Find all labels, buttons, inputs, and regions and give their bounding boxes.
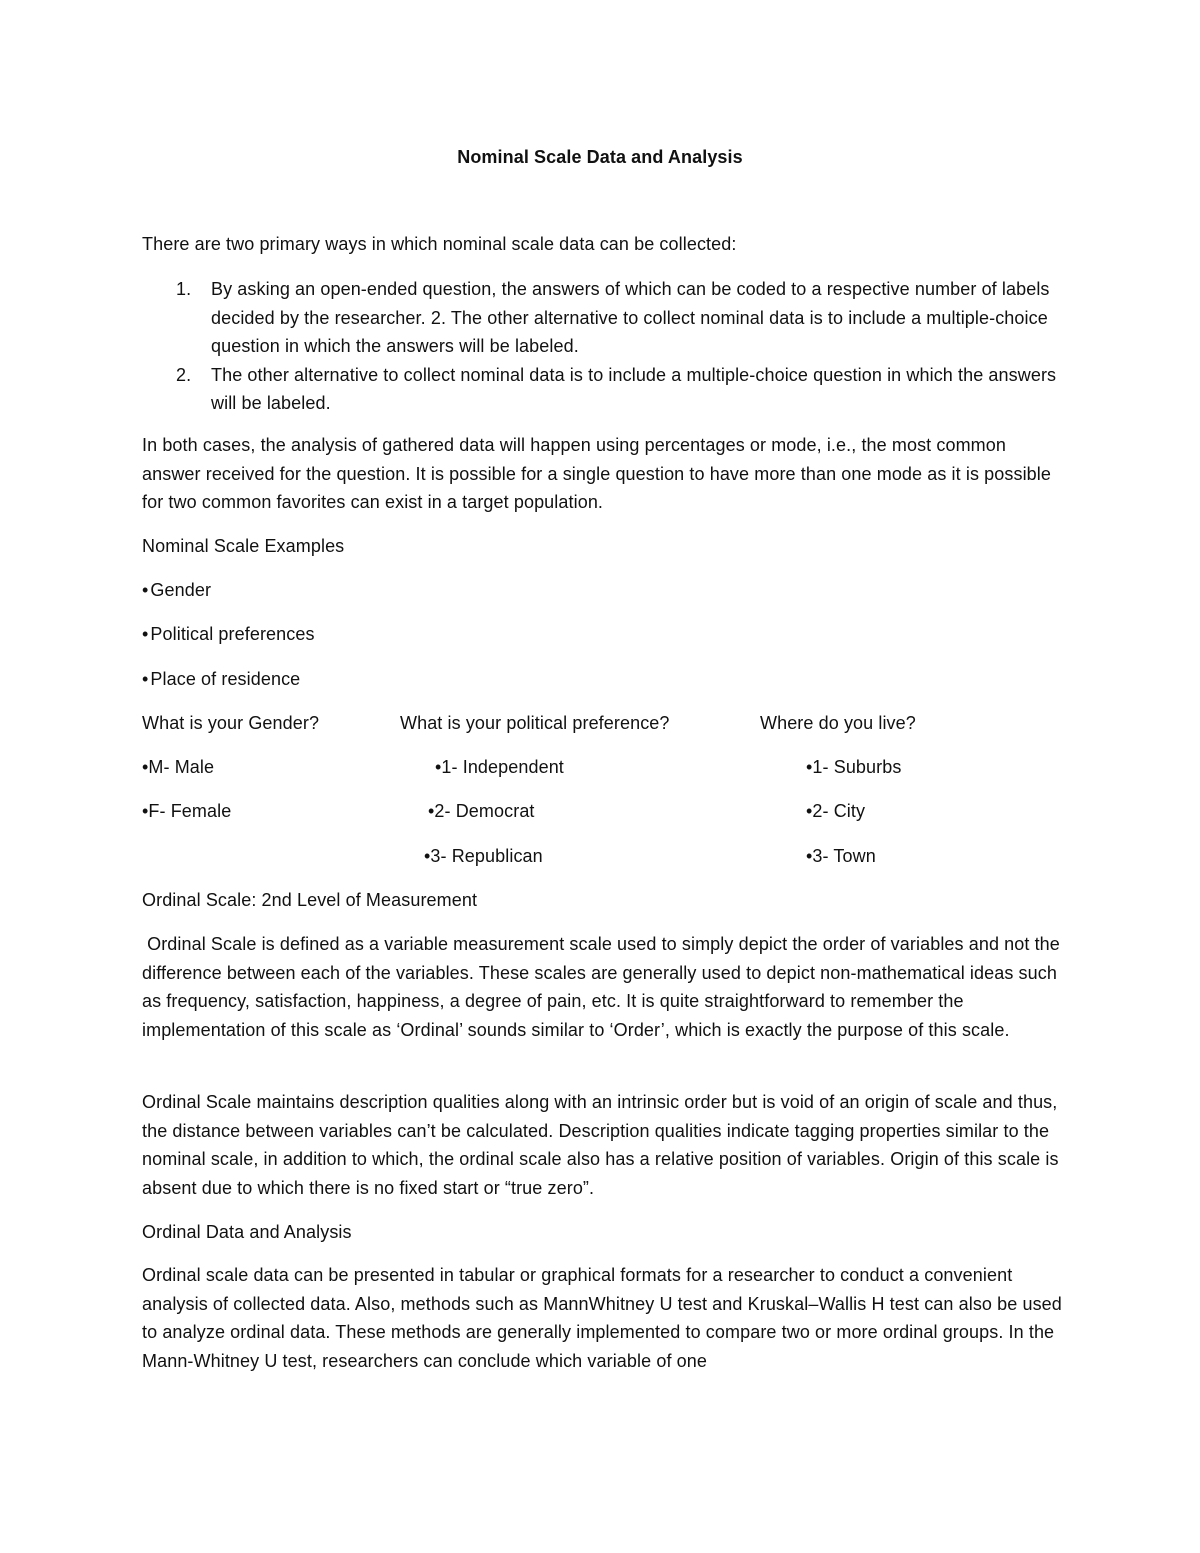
example-text: Political preferences <box>150 624 315 644</box>
document-title: Nominal Scale Data and Analysis <box>457 147 743 167</box>
example-item <box>142 576 211 605</box>
bullet-icon: • <box>142 580 149 600</box>
bullet-icon: • <box>142 757 149 777</box>
example-text: Gender <box>150 580 212 600</box>
list-item <box>142 361 1062 418</box>
residence-option <box>806 753 901 782</box>
collection-methods-list <box>142 275 1062 418</box>
ordinal-data-heading: Ordinal Data and Analysis <box>142 1222 352 1242</box>
bullet-icon: • <box>806 846 813 866</box>
example-text: Place of residence <box>150 669 301 689</box>
ordinal-data-paragraph: Ordinal scale data can be presented in tabular or graphical formats for a researcher to conduct a convenient analysis of collected data. Also, methods such as MannWhitney U test and Kruskal–Wallis H test can also be used to analyze ordinal data. These methods are generally implemented to compare two or more ordinal groups. In the Mann-Whitney U test, researchers can conclude which variable of one <box>142 1265 1062 1371</box>
bullet-icon: • <box>806 757 813 777</box>
list-number: 2. <box>176 364 192 385</box>
residence-option <box>806 842 876 871</box>
gender-option <box>142 753 214 782</box>
analysis-paragraph: In both cases, the analysis of gathered data will happen using percentages or mode, i.e., the most common answer received for the question. It is possible for a single question to have more than one mode as it is possible for two common favorites can exist in a target population. <box>142 435 1052 512</box>
political-option <box>435 753 564 782</box>
option-text: M- Male <box>148 757 215 777</box>
intro-paragraph: There are two primary ways in which nominal scale data can be collected: <box>142 234 737 254</box>
option-text: 1- Independent <box>441 757 564 777</box>
list-item <box>142 275 1062 361</box>
gender-question: What is your Gender? <box>142 713 320 733</box>
list-number: 1. <box>176 279 192 299</box>
bullet-icon: • <box>806 801 813 821</box>
examples-heading: Nominal Scale Examples <box>142 536 345 556</box>
example-item <box>142 665 300 694</box>
ordinal-paragraph-2: Ordinal Scale maintains description qualities along with an intrinsic order but is void of an origin of scale and thus, the distance between variables can’t be calculated. Description qualities indicate tagging properties similar to the nominal scale, in addition to which, the ordinal scale also has a relative position of variables. Origin of this scale is absent due to which there is no fixed start or “true zero”. <box>142 1092 1059 1198</box>
ordinal-heading: Ordinal Scale: 2nd Level of Measurement <box>142 890 478 910</box>
political-option <box>424 842 543 871</box>
residence-question: Where do you live? <box>760 713 916 733</box>
residence-option <box>806 797 865 826</box>
bullet-icon: • <box>424 846 431 866</box>
option-text: 2- Democrat <box>434 801 535 821</box>
bullet-icon: • <box>435 757 442 777</box>
option-text: 2- City <box>812 801 866 821</box>
list-item-text: By asking an open-ended question, the answers of which can be coded to a respective number of labels decided by the researcher. 2. The other alternative to collect nominal data is to include a multiple-choice question in which the answers will be labeled. <box>211 279 1050 356</box>
option-text: 3- Republican <box>430 846 543 866</box>
bullet-icon: • <box>142 624 149 644</box>
option-text: 3- Town <box>812 846 876 866</box>
list-item-text: The other alternative to collect nominal data is to include a multiple-choice question in which the answers will be labeled. <box>211 364 1057 413</box>
option-text: F- Female <box>148 801 232 821</box>
gender-option <box>142 797 231 826</box>
bullet-icon: • <box>428 801 435 821</box>
political-option <box>428 797 535 826</box>
bullet-icon: • <box>142 669 149 689</box>
political-question: What is your political preference? <box>400 713 670 733</box>
example-item <box>142 620 315 649</box>
bullet-icon: • <box>142 801 149 821</box>
ordinal-paragraph-1: Ordinal Scale is defined as a variable measurement scale used to simply depict the order of variables and not the difference between each of the variables. These scales are generally used to depict non-mathematical ideas such as frequency, satisfaction, happiness, a degree of pain, etc. It is quite straightforward to remember the implementation of this scale as ‘Ordinal’ sounds similar to ‘Order’, which is exactly the purpose of this scale. <box>142 934 1066 1040</box>
option-text: 1- Suburbs <box>812 757 902 777</box>
